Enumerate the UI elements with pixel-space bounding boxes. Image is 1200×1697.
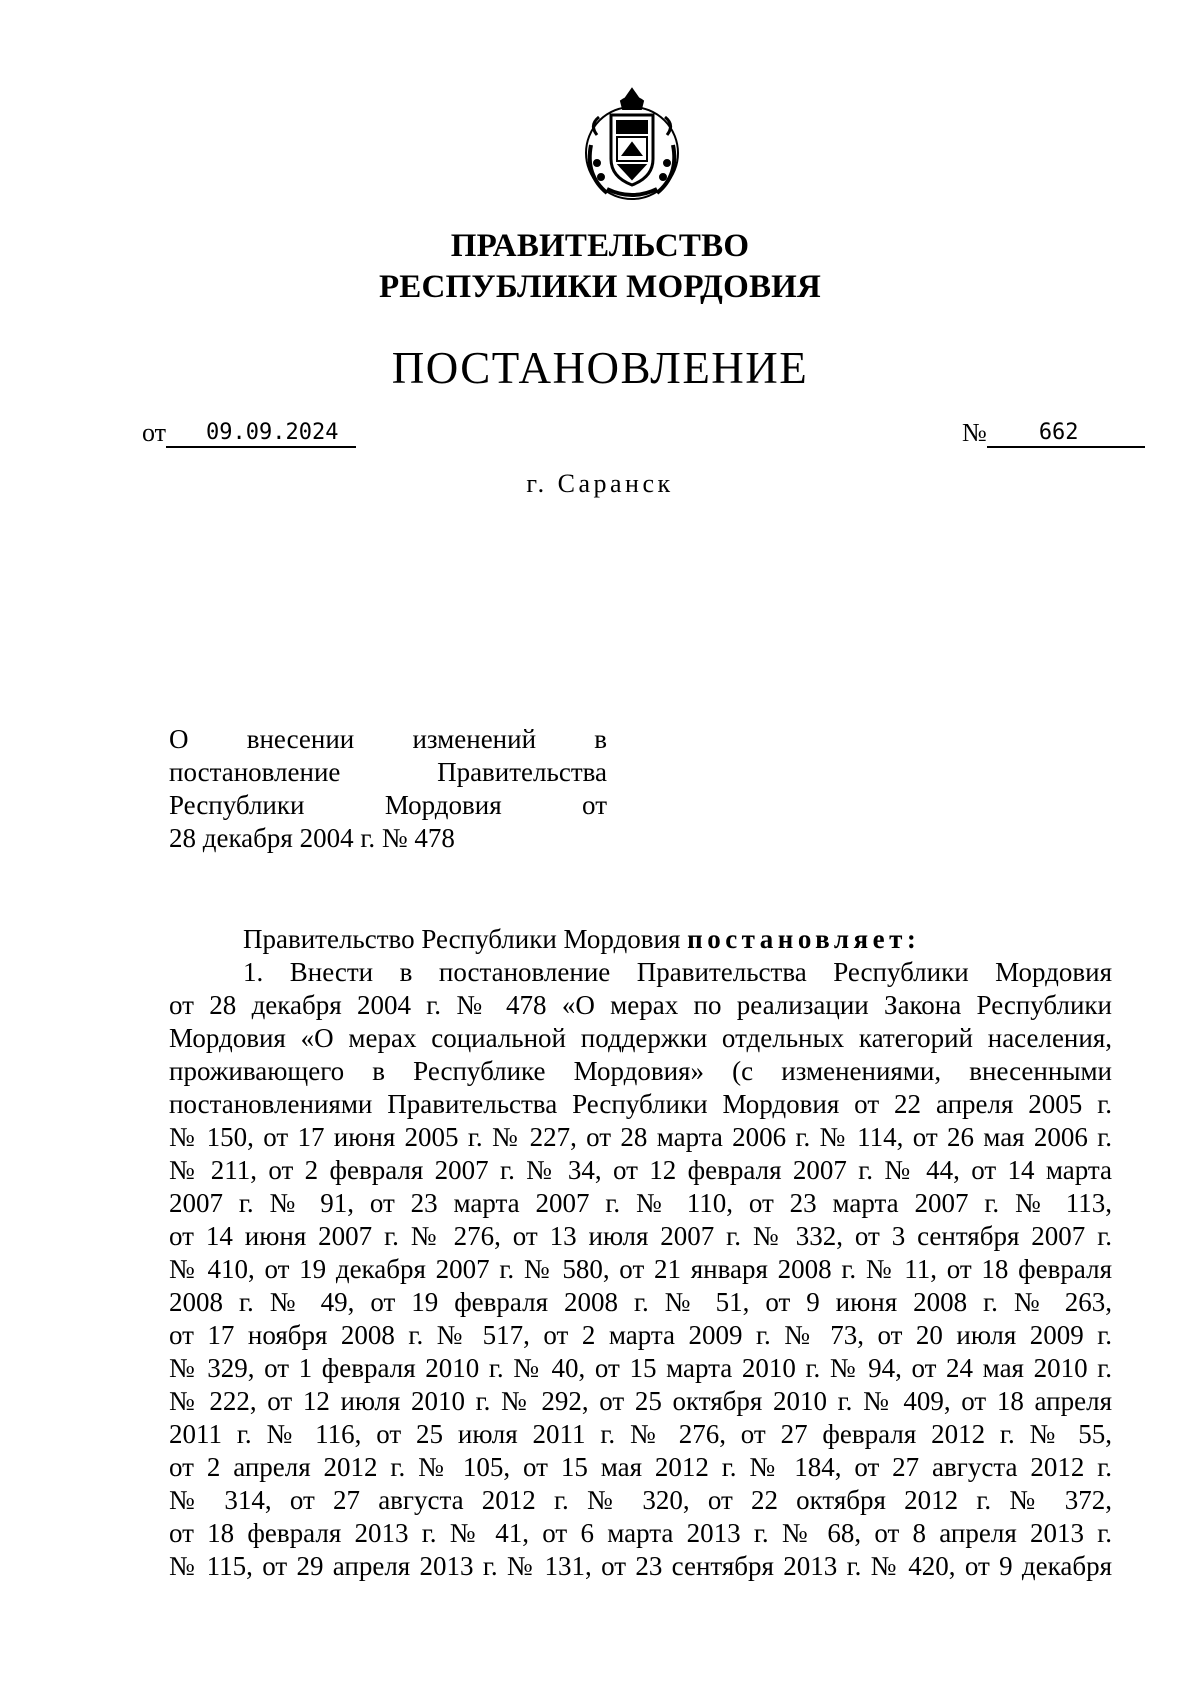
number-prefix: № (962, 418, 987, 447)
date-value: 09.09.2024 (166, 420, 356, 448)
number-value: 662 (987, 420, 1145, 448)
body-line: 1. Внести в постановление Правительства Республики Мордовия (243, 957, 1112, 987)
body-paragraph (169, 956, 1112, 1583)
document-subject (169, 723, 607, 855)
date-prefix: от (142, 418, 167, 447)
document-number (962, 418, 1145, 448)
subject-word: постановление (169, 757, 341, 787)
body-line: от 2 апреля 2012 г. № 105, от 15 мая 2012 г. № 184, от 27 августа 2012 г. (169, 1452, 1112, 1482)
body-line: постановлениями Правительства Республики Мордовия от 22 апреля 2005 г. (169, 1089, 1112, 1119)
body-line: № 410, от 19 декабря 2007 г. № 580, от 21 января 2008 г. № 11, от 18 февраля (169, 1254, 1112, 1284)
body-line: 2008 г. № 49, от 19 февраля 2008 г. № 51, от 9 июня 2008 г. № 263, (169, 1287, 1112, 1317)
document-date (142, 418, 356, 448)
body-line: № 115, от 29 апреля 2013 г. № 131, от 23 сентября 2013 г. № 420, от 9 декабря (169, 1551, 1112, 1581)
subject-word: 28 декабря 2004 г. № 478 (169, 823, 455, 853)
organization-name-line-1: ПРАВИТЕЛЬСТВО (450, 228, 750, 264)
body-line: № 329, от 1 февраля 2010 г. № 40, от 15 марта 2010 г. № 94, от 24 мая 2010 г. (169, 1353, 1112, 1383)
body-line: 2011 г. № 116, от 25 июля 2011 г. № 276, от 27 февраля 2012 г. № 55, (169, 1419, 1112, 1449)
body-line: 2007 г. № 91, от 23 марта 2007 г. № 110, от 23 марта 2007 г. № 113, (169, 1188, 1112, 1218)
subject-line (169, 756, 607, 789)
body-line: от 17 ноября 2008 г. № 517, от 2 марта 2009 г. № 73, от 20 июля 2009 г. (169, 1320, 1112, 1350)
city-line: г. Саранск (526, 469, 674, 498)
body-line: № 211, от 2 февраля 2007 г. № 34, от 12 февраля 2007 г. № 44, от 14 марта (169, 1155, 1112, 1185)
document-type-title: ПОСТАНОВЛЕНИЕ (391, 343, 809, 393)
enacting-clause (169, 923, 1112, 956)
body-line: от 18 февраля 2013 г. № 41, от 6 марта 2013 г. № 68, от 8 апреля 2013 г. (169, 1518, 1112, 1548)
subject-line (169, 789, 607, 822)
subject-word: Республики (169, 790, 305, 820)
body-line: № 222, от 12 июля 2010 г. № 292, от 25 октября 2010 г. № 409, от 18 апреля (169, 1386, 1112, 1416)
subject-word: О (169, 724, 189, 754)
body-line: от 28 декабря 2004 г. № 478 «О мерах по реализации Закона Республики (169, 990, 1112, 1020)
enacting-clause-text: Правительство Республики Мордовия (243, 924, 688, 954)
subject-word: в (594, 724, 607, 754)
body-line: Мордовия «О мерах социальной поддержки отдельных категорий населения, (169, 1023, 1112, 1053)
document-body (169, 923, 1112, 1583)
subject-word: от (582, 790, 607, 820)
subject-word: изменений (412, 724, 537, 754)
subject-word: Мордовия (384, 790, 502, 820)
organization-name-line-2: РЕСПУБЛИКИ МОРДОВИЯ (378, 269, 822, 305)
body-line: от 14 июня 2007 г. № 276, от 13 июля 2007 г. № 332, от 3 сентября 2007 г. (169, 1221, 1112, 1251)
body-line: № 314, от 27 августа 2012 г. № 320, от 22 октября 2012 г. № 372, (169, 1485, 1112, 1515)
subject-line (169, 723, 607, 756)
subject-word: Правительства (437, 757, 607, 787)
body-line: проживающего в Республике Мордовия» (с изменениями, внесенными (169, 1056, 1112, 1086)
body-line: № 150, от 17 июня 2005 г. № 227, от 28 марта 2006 г. № 114, от 26 мая 2006 г. (169, 1122, 1112, 1152)
coat-of-arms-icon (577, 85, 687, 205)
subject-word: внесении (246, 724, 355, 754)
subject-line (169, 822, 607, 855)
enacting-clause-keyword: постановляет: (687, 924, 921, 954)
